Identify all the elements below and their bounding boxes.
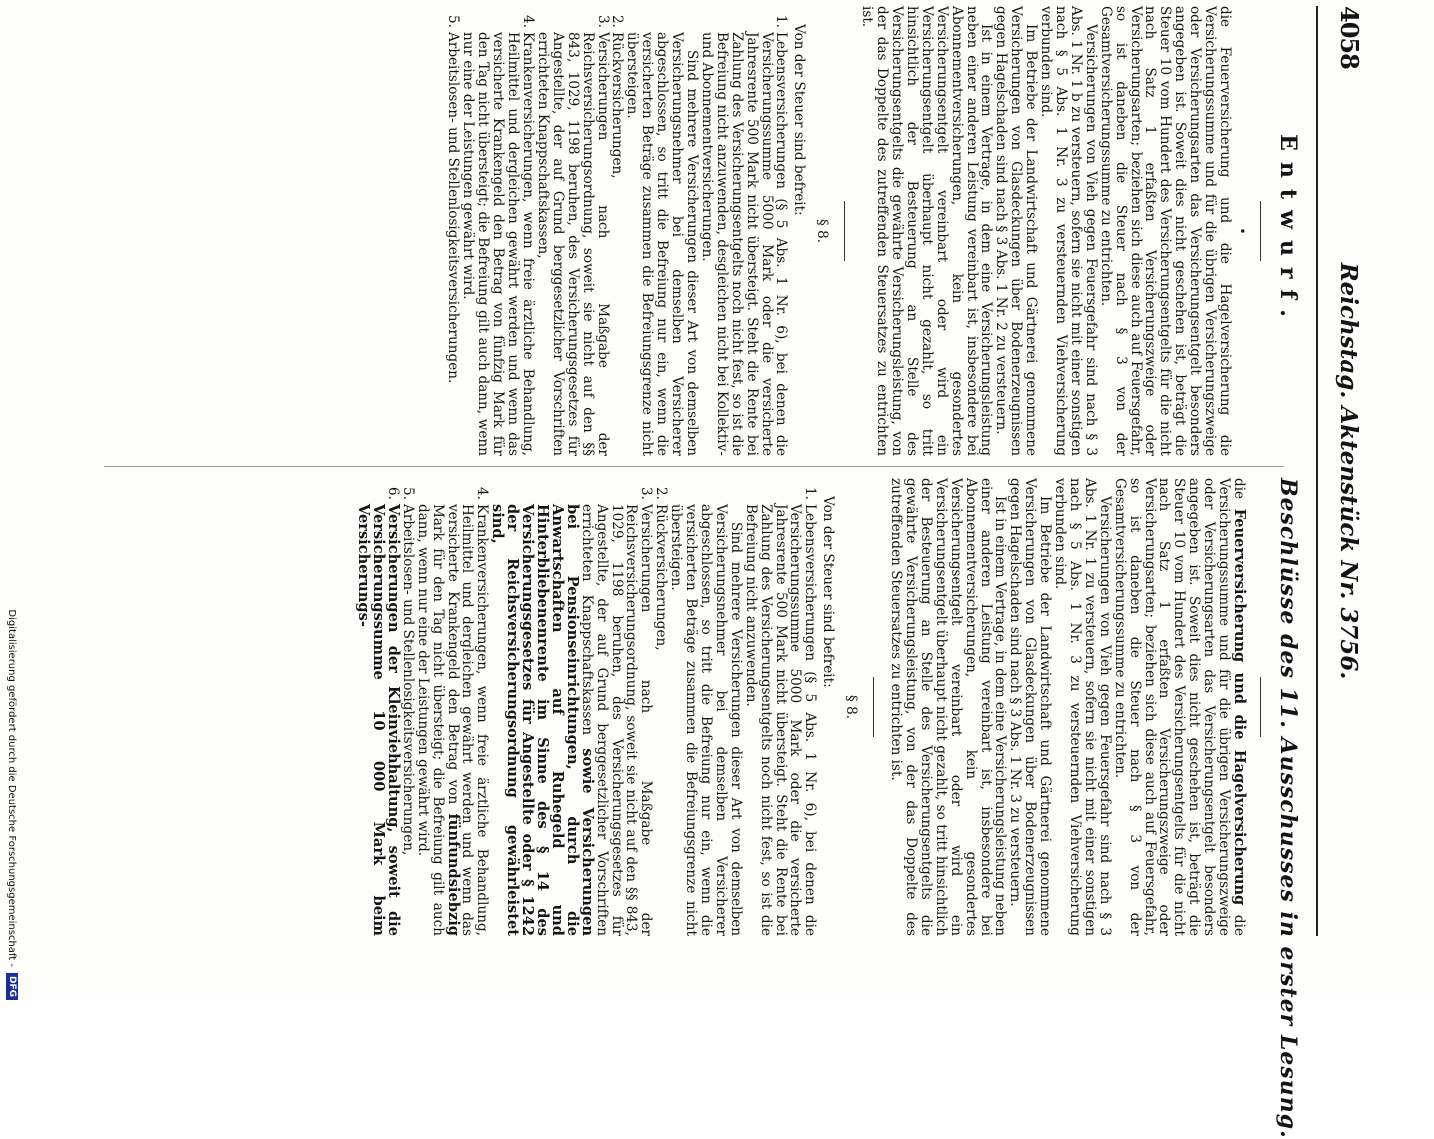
left-paragraph-3: Im Betriebe der Landwirtschaft und Gärtnerei genommene Versicherungen von Glasdeckungen über Bodenerzeugnissen gegen Hagelschaden sind nach § 3 Abs. 1 Nr. 2 zu versteuern. <box>993 6 1040 456</box>
left-section-intro: Von der Steuer sind befreit: <box>791 24 808 216</box>
page-number: 4058 <box>1335 6 1364 69</box>
item-number: 4. <box>520 15 537 28</box>
list-item <box>668 487 819 936</box>
paragraph-lead: die <box>1231 478 1247 509</box>
item-number: 2. <box>609 15 626 28</box>
item-text: Krankenversicherungen, wenn freie ärztliche Behandlung, Heilmittel und dergleichen gewährt werden und wenn das versicherte Krankengeld den Betrag von fünfzig Mark für den Tag nicht übersteigt; die Befreiung gilt auch dann, wenn nur eine der Leistungen gewährt wird. <box>460 32 537 456</box>
title-rule <box>1260 201 1261 261</box>
item-number: 6. <box>384 487 401 500</box>
right-paragraph-1 <box>1112 478 1246 936</box>
right-section-title: § 8. <box>843 694 860 720</box>
left-column-entwurf <box>69 6 1309 456</box>
item-text: Arbeitslosen- und Stellenlosigkeitsversicherungen, <box>399 504 416 856</box>
item-subparagraph: Sind mehrere Versicherungen dieser Art von demselben Versicherungsnehmer bei demselben Versicherer abgeschlossen, so tritt die Befreiung nur ein, wenn die versicherten Beträge zusammen die Befreiungsgrenze nicht übersteigen. <box>624 32 700 456</box>
list-item <box>414 487 491 936</box>
right-paragraph-2: Versicherungen von Vieh gegen Feuersgefahr sind nach § 3 Abs. 1 Nr. 1 zu versteuern, sofern sie nicht mit einer sonstigen nach § 5 Abs. 1 Nr. 3 zu versteuernden Viehversicherung verbunden sind. <box>1052 478 1113 936</box>
list-item <box>609 15 626 456</box>
list-item <box>355 487 402 936</box>
credit-text: Digitalisierung gefördert durch die Deutsche Forschungsgemeinschaft - <box>6 609 18 967</box>
amended-text: fünfundsiebzig <box>444 813 462 936</box>
dfg-logo: DFG <box>6 973 18 1000</box>
list-item <box>624 15 790 456</box>
item-text: Arbeitslosen- und Stellenlosigkeitsversicherungen. <box>445 32 462 384</box>
item-text: Rückversicherungen, <box>653 504 670 651</box>
item-text: Versicherungen nach Maßgabe der Reichsversicherungsordnung, soweit sie nicht auf den §§ 843, 1029, 1198 beruhen, des Versicherungsgesetzes für Angestellte, der auf Grund berggesetzlicher Vorschriften errichteten Knappschaftskassen, <box>534 32 611 456</box>
amended-text: Versicherungen der Kleinviehhaltung, soweit die Versicherungssumme 10 000 Mark beim Versicherungs- <box>355 504 402 936</box>
section-rule <box>873 677 874 737</box>
list-item <box>534 15 611 456</box>
title-rule <box>1260 677 1261 737</box>
right-column-title: Beschlüsse des 11. Ausschusses in erster Lesung. <box>1275 478 1301 1139</box>
right-section-intro: Von der Steuer sind befreit: <box>820 496 837 688</box>
dot-mark: • <box>1235 227 1249 235</box>
list-item <box>460 15 537 456</box>
left-paragraph-1: die Feuerversicherung und die Hagelversicherung die Versicherungssumme und für die übrigen Versicherungszweige oder Versicherungsarten das Versicherungsentgelt besonders angegeben ist. Soweit dies nicht geschehen ist, beträgt die Steuer 10 vom Hundert des Versicherungsentgelts für die nicht nach Satz 1 erfaßten Versicherungszweige oder Versicherungsarten; beziehen sich diese auch auf Feuersgefahr, so ist daneben die Steuer nach § 3 von der Gesamtversicherungssumme zu entrichten. <box>1097 6 1233 456</box>
item-number: 3. <box>594 15 611 28</box>
list-item <box>653 487 670 936</box>
item-text: Lebensversicherungen (§ 5 Abs. 1 Nr. 6), bei denen die Versicherungssumme 5000 Mark oder die versicherte Jahresrente 500 Mark nicht übersteigt. Steht die Rente bei Zahlung des Versicherungsentgelts noch nicht fest, so ist die Befreiung nicht anzuwenden. <box>742 504 819 936</box>
right-column-beschluesse <box>69 478 1309 1139</box>
amended-text: Feuerversicherung und die Hagelversicherung <box>1231 508 1248 906</box>
item-number: 3. <box>638 487 655 500</box>
column-divider <box>104 466 1284 467</box>
header-rule <box>1316 6 1318 936</box>
item-text-rest: Mark für den Tag nicht übersteigt; die Befreiung gilt auch dann, wenn nur eine der Leistungen gewährt wird. <box>414 504 446 936</box>
left-paragraph-4: Ist in einem Vertrage, in dem eine Versicherungsleistung neben einer anderen Leistung vereinbart ist, insbesondere bei Abonnementversicherungen, kein gesondertes Versicherungsentgelt vereinbart oder wird ein Versicherungsentgelt überhaupt nicht gezahlt, so tritt hinsichtlich der Besteuerung an Stelle des Versicherungsentgelts die gewährte Versicherungsleistung, von der das Doppelte des zutreffenden Steuersatzes zu entrichten ist. <box>859 6 995 456</box>
right-exemption-list <box>355 478 817 936</box>
left-paragraph-2: Versicherungen von Vieh gegen Feuersgefahr sind nach § 3 Abs. 1 Nr. 1 b zu versteuern, sofern sie nicht mit einer sonstigen nach § 5 Abs. 1 Nr. 3 zu versteuernden Viehversicherung verbunden sind. <box>1038 6 1099 456</box>
item-text: Krankenversicherungen, wenn freie ärztliche Behandlung, Heilmittel und dergleichen gewährt werden und wenn das versicherte Krankengeld den Betrag von <box>444 504 491 936</box>
list-item <box>445 15 462 456</box>
digitization-credit <box>6 0 18 1000</box>
section-rule <box>844 201 845 261</box>
page-header <box>1320 6 1364 936</box>
amended-text: sowie Versicherungen bei Pensionseinrichtungen, durch die Anwartschaften auf Ruhegeld und Hinterbliebenenrente im Sinne des § 14 des Versicherungsgesetzes für Angestellte oder § 1242 der Reichsversicherungsordnung gewährleistet sind, <box>489 504 596 936</box>
item-number: 1. <box>773 15 790 28</box>
item-number: 1. <box>802 487 819 500</box>
item-number: 5. <box>445 15 462 28</box>
item-number: 5. <box>399 487 416 500</box>
left-exemption-list <box>446 6 789 456</box>
item-subparagraph: Sind mehrere Versicherungen dieser Art von demselben Versicherungsnehmer bei demselben Versicherer abgeschlossen, so tritt die Befreiung nur ein, wenn die versicherten Beträge zusammen die Befreiungsgrenze nicht übersteigen. <box>668 504 744 936</box>
left-column-title: Entwurf. <box>1275 134 1301 328</box>
left-section-title: § 8. <box>814 218 831 244</box>
item-number: 2. <box>653 487 670 500</box>
page-title: Reichstag. Aktenstück Nr. 3756. <box>1335 262 1362 680</box>
list-item <box>399 487 416 936</box>
item-text: Lebensversicherungen (§ 5 Abs. 1 Nr. 6), bei denen die Versicherungssumme 5000 Mark oder die versicherte Jahresrente 500 Mark nicht übersteigt. Steht die Rente bei Zahlung des Versicherungsentgelts noch nicht fest, so ist die Befreiung nicht anzuwenden, desgleichen nicht bei Kollektiv- und Abonnementversicherungen. <box>698 32 790 456</box>
right-paragraph-3: Im Betriebe der Landwirtschaft und Gärtnerei genommene Versicherungen von Glasdeckungen über Bodenerzeugnissen gegen Hagelschaden sind nach § 3 Abs. 1 Nr. 3 zu versteuern. <box>1007 478 1054 936</box>
item-number: 4. <box>474 487 491 500</box>
paragraph-rest: die Versicherungssumme und für die übrigen Versicherungszweige oder Versicherungsarten das Versicherungsentgelt besonders angegeben ist. Soweit dies nicht geschehen ist, beträgt die Steuer 10 vom Hundert des Versicherungsentgelts für die nicht nach Satz 1 erfaßten Versicherungszweige oder Versicherungsarten; beziehen sich diese auch auf Feuersgefahr, so ist daneben die Steuer nach § 3 von der Gesamtversicherungssumme zu entrichten. <box>1111 478 1247 936</box>
item-text: Versicherungen nach Maßgabe der Reichsversicherungsordnung, soweit sie nicht auf den §§ 843, 1029, 1198 beruhen, des Versicherungsgesetzes für Angestellte, der auf Grund berggesetzlicher Vorschriften errichteten Knappschaftskassen <box>578 504 655 936</box>
list-item <box>489 487 655 936</box>
item-text: Rückversicherungen, <box>609 32 626 179</box>
right-paragraph-4: Ist in einem Vertrage, in dem eine Versicherungsleistung neben einer anderen Leistung vereinbart ist, insbesondere bei Abonnementversicherungen, kein gesondertes Versicherungsentgelt vereinbart oder wird ein Versicherungsentgelt überhaupt nicht gezahlt, so tritt hinsichtlich der Besteuerung an Stelle des Versicherungsentgelts die gewährte Versicherungsleistung, von der das Doppelte des zutreffenden Steuersatzes zu entrichten ist. <box>888 478 1009 936</box>
